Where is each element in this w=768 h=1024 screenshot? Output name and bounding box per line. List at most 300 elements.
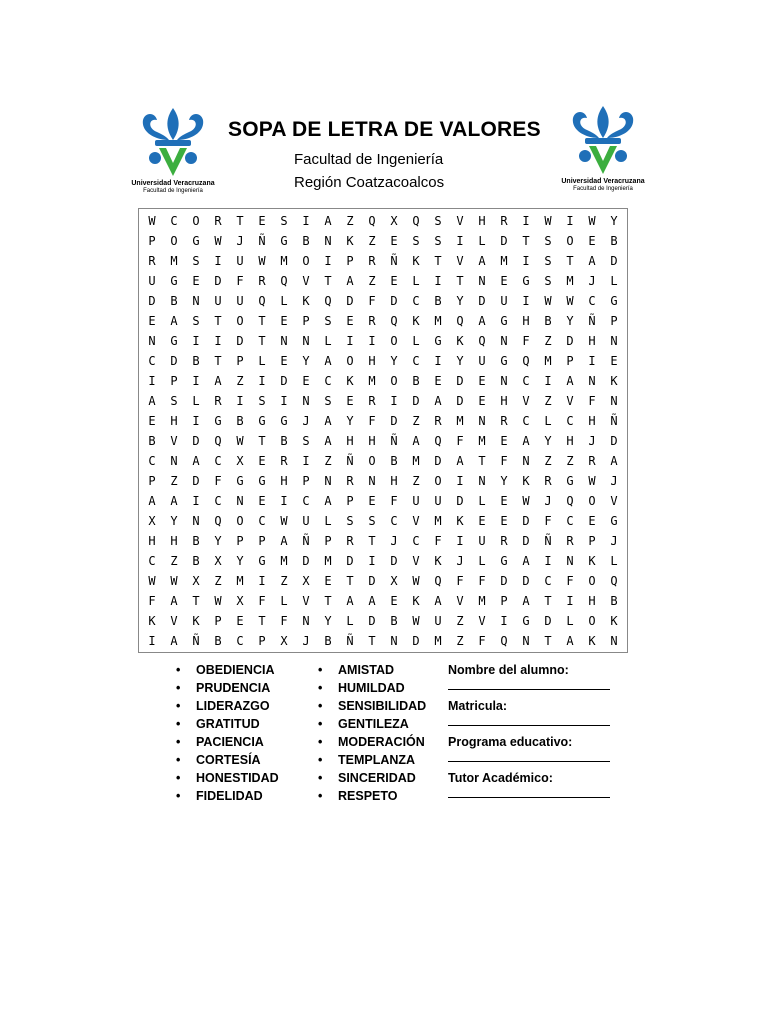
grid-letter[interactable]: Z <box>170 554 178 568</box>
grid-letter[interactable]: A <box>280 534 288 548</box>
grid-letter[interactable]: H <box>588 594 596 608</box>
grid-letter[interactable]: J <box>302 634 310 648</box>
grid-letter[interactable]: H <box>368 354 376 368</box>
grid-letter[interactable]: R <box>588 454 596 468</box>
grid-letter[interactable]: P <box>566 354 574 368</box>
grid-letter[interactable]: D <box>346 554 354 568</box>
grid-letter[interactable]: N <box>170 454 178 468</box>
grid-letter[interactable]: D <box>170 354 178 368</box>
grid-letter[interactable]: S <box>544 254 552 268</box>
grid-letter[interactable]: X <box>214 554 222 568</box>
grid-letter[interactable]: D <box>192 434 200 448</box>
grid-letter[interactable]: D <box>236 334 244 348</box>
grid-letter[interactable]: Q <box>214 514 222 528</box>
grid-letter[interactable]: Z <box>544 334 552 348</box>
grid-letter[interactable]: N <box>588 374 596 388</box>
grid-letter[interactable]: Q <box>412 214 420 228</box>
grid-letter[interactable]: O <box>588 614 596 628</box>
grid-letter[interactable]: Q <box>522 354 530 368</box>
grid-letter[interactable]: Q <box>258 294 266 308</box>
grid-letter[interactable]: M <box>544 354 552 368</box>
grid-letter[interactable]: Z <box>368 274 376 288</box>
grid-letter[interactable]: F <box>544 514 552 528</box>
grid-letter[interactable]: K <box>456 514 464 528</box>
grid-letter[interactable]: X <box>236 454 244 468</box>
grid-letter[interactable]: W <box>588 214 596 228</box>
grid-letter[interactable]: E <box>324 574 332 588</box>
grid-letter[interactable]: E <box>390 234 398 248</box>
grid-letter[interactable]: T <box>214 354 222 368</box>
grid-letter[interactable]: H <box>522 314 530 328</box>
grid-letter[interactable]: T <box>368 634 376 648</box>
grid-letter[interactable]: M <box>324 554 332 568</box>
grid-letter[interactable]: G <box>170 334 178 348</box>
grid-letter[interactable]: W <box>214 594 222 608</box>
grid-letter[interactable]: I <box>214 334 222 348</box>
grid-letter[interactable]: F <box>456 434 464 448</box>
grid-letter[interactable]: A <box>148 494 156 508</box>
grid-letter[interactable]: G <box>236 474 244 488</box>
grid-letter[interactable]: Y <box>170 514 178 528</box>
grid-letter[interactable]: A <box>522 554 530 568</box>
grid-letter[interactable]: A <box>478 254 486 268</box>
grid-letter[interactable]: L <box>280 294 288 308</box>
grid-letter[interactable]: E <box>588 514 596 528</box>
grid-letter[interactable]: X <box>390 574 398 588</box>
grid-letter[interactable]: F <box>214 474 222 488</box>
grid-letter[interactable]: P <box>346 254 354 268</box>
grid-letter[interactable]: C <box>148 554 156 568</box>
grid-letter[interactable]: F <box>522 334 530 348</box>
grid-letter[interactable]: E <box>258 454 266 468</box>
grid-letter[interactable]: I <box>148 374 156 388</box>
grid-letter[interactable]: E <box>478 394 486 408</box>
grid-letter[interactable]: O <box>236 514 244 528</box>
grid-letter[interactable]: H <box>500 394 508 408</box>
grid-letter[interactable]: B <box>610 234 618 248</box>
grid-letter[interactable]: W <box>544 214 552 228</box>
grid-letter[interactable]: Z <box>324 454 332 468</box>
grid-letter[interactable]: O <box>390 374 398 388</box>
grid-letter[interactable]: D <box>610 254 618 268</box>
answer-line[interactable] <box>448 689 610 690</box>
grid-letter[interactable]: T <box>368 534 376 548</box>
grid-letter[interactable]: Z <box>456 634 464 648</box>
grid-letter[interactable]: C <box>412 294 420 308</box>
grid-letter[interactable]: S <box>258 394 266 408</box>
grid-letter[interactable]: K <box>588 634 596 648</box>
grid-letter[interactable]: N <box>500 374 508 388</box>
grid-letter[interactable]: W <box>566 294 574 308</box>
grid-letter[interactable]: Ñ <box>192 634 200 648</box>
grid-letter[interactable]: P <box>258 634 266 648</box>
grid-letter[interactable]: N <box>610 394 618 408</box>
grid-letter[interactable]: E <box>236 614 244 628</box>
grid-letter[interactable]: T <box>258 334 266 348</box>
grid-letter[interactable]: C <box>412 354 420 368</box>
grid-letter[interactable]: A <box>192 454 200 468</box>
grid-letter[interactable]: B <box>236 414 244 428</box>
grid-letter[interactable]: P <box>588 534 596 548</box>
grid-letter[interactable]: A <box>434 594 442 608</box>
grid-letter[interactable]: D <box>500 234 508 248</box>
grid-letter[interactable]: I <box>368 554 376 568</box>
grid-letter[interactable]: Ñ <box>346 634 354 648</box>
grid-letter[interactable]: N <box>192 294 200 308</box>
grid-letter[interactable]: H <box>368 434 376 448</box>
grid-letter[interactable]: B <box>214 634 222 648</box>
answer-line[interactable] <box>448 725 610 726</box>
grid-letter[interactable]: O <box>170 234 178 248</box>
grid-letter[interactable]: D <box>412 394 420 408</box>
grid-letter[interactable]: R <box>500 534 508 548</box>
grid-letter[interactable]: I <box>236 394 244 408</box>
grid-letter[interactable]: U <box>302 514 310 528</box>
grid-letter[interactable]: N <box>368 474 376 488</box>
grid-letter[interactable]: P <box>610 314 618 328</box>
grid-letter[interactable]: A <box>324 434 332 448</box>
grid-letter[interactable]: E <box>148 314 156 328</box>
grid-letter[interactable]: Q <box>478 334 486 348</box>
grid-letter[interactable]: Q <box>610 574 618 588</box>
grid-letter[interactable]: S <box>302 434 310 448</box>
grid-letter[interactable]: A <box>170 594 178 608</box>
grid-letter[interactable]: V <box>412 554 420 568</box>
grid-letter[interactable]: N <box>236 494 244 508</box>
grid-letter[interactable]: K <box>346 234 354 248</box>
grid-letter[interactable]: G <box>500 554 508 568</box>
grid-letter[interactable]: C <box>566 414 574 428</box>
grid-letter[interactable]: T <box>478 454 486 468</box>
grid-letter[interactable]: M <box>434 314 442 328</box>
grid-letter[interactable]: J <box>456 554 464 568</box>
grid-letter[interactable]: A <box>346 594 354 608</box>
grid-letter[interactable]: E <box>500 434 508 448</box>
grid-letter[interactable]: R <box>434 414 442 428</box>
grid-letter[interactable]: L <box>478 494 486 508</box>
grid-letter[interactable]: M <box>456 414 464 428</box>
grid-letter[interactable]: S <box>280 214 288 228</box>
grid-letter[interactable]: M <box>478 594 486 608</box>
grid-letter[interactable]: I <box>192 494 200 508</box>
grid-letter[interactable]: E <box>302 374 310 388</box>
grid-letter[interactable]: E <box>610 354 618 368</box>
grid-letter[interactable]: G <box>610 294 618 308</box>
grid-letter[interactable]: I <box>214 254 222 268</box>
grid-letter[interactable]: K <box>522 474 530 488</box>
grid-letter[interactable]: W <box>148 214 156 228</box>
grid-letter[interactable]: B <box>324 634 332 648</box>
grid-letter[interactable]: I <box>192 374 200 388</box>
grid-letter[interactable]: B <box>610 594 618 608</box>
grid-letter[interactable]: T <box>236 214 244 228</box>
grid-letter[interactable]: A <box>456 454 464 468</box>
grid-letter[interactable]: N <box>522 454 530 468</box>
grid-letter[interactable]: T <box>544 594 552 608</box>
grid-letter[interactable]: T <box>324 274 332 288</box>
grid-letter[interactable]: T <box>258 434 266 448</box>
grid-letter[interactable]: P <box>236 354 244 368</box>
grid-letter[interactable]: D <box>368 574 376 588</box>
grid-letter[interactable]: E <box>434 374 442 388</box>
grid-letter[interactable]: R <box>500 414 508 428</box>
grid-letter[interactable]: W <box>412 614 420 628</box>
grid-letter[interactable]: A <box>148 394 156 408</box>
grid-letter[interactable]: D <box>500 574 508 588</box>
grid-letter[interactable]: R <box>214 214 222 228</box>
grid-letter[interactable]: C <box>214 494 222 508</box>
grid-letter[interactable]: B <box>390 614 398 628</box>
grid-letter[interactable]: O <box>368 454 376 468</box>
grid-letter[interactable]: I <box>522 254 530 268</box>
grid-letter[interactable]: U <box>434 494 442 508</box>
grid-letter[interactable]: M <box>500 254 508 268</box>
grid-letter[interactable]: U <box>214 294 222 308</box>
grid-letter[interactable]: T <box>522 234 530 248</box>
grid-letter[interactable]: A <box>170 494 178 508</box>
grid-letter[interactable]: C <box>148 454 156 468</box>
grid-letter[interactable]: Ñ <box>390 254 398 268</box>
grid-letter[interactable]: E <box>500 514 508 528</box>
grid-letter[interactable]: B <box>192 534 200 548</box>
grid-letter[interactable]: Ñ <box>302 534 310 548</box>
grid-letter[interactable]: E <box>500 494 508 508</box>
grid-letter[interactable]: D <box>544 614 552 628</box>
grid-letter[interactable]: B <box>280 434 288 448</box>
grid-letter[interactable]: G <box>214 414 222 428</box>
grid-letter[interactable]: A <box>346 274 354 288</box>
grid-letter[interactable]: Ñ <box>346 454 354 468</box>
grid-letter[interactable]: L <box>280 594 288 608</box>
grid-letter[interactable]: K <box>456 334 464 348</box>
grid-letter[interactable]: E <box>346 394 354 408</box>
grid-letter[interactable]: Y <box>390 354 398 368</box>
grid-letter[interactable]: W <box>412 574 420 588</box>
grid-letter[interactable]: Y <box>544 434 552 448</box>
grid-letter[interactable]: U <box>236 254 244 268</box>
grid-letter[interactable]: N <box>478 474 486 488</box>
grid-letter[interactable]: D <box>456 394 464 408</box>
grid-letter[interactable]: B <box>544 314 552 328</box>
grid-letter[interactable]: D <box>456 374 464 388</box>
grid-letter[interactable]: N <box>478 274 486 288</box>
grid-letter[interactable]: D <box>522 514 530 528</box>
grid-letter[interactable]: W <box>280 514 288 528</box>
grid-letter[interactable]: T <box>324 594 332 608</box>
grid-letter[interactable]: E <box>258 214 266 228</box>
grid-letter[interactable]: B <box>434 294 442 308</box>
grid-letter[interactable]: J <box>588 434 596 448</box>
grid-letter[interactable]: S <box>412 234 420 248</box>
grid-letter[interactable]: A <box>522 434 530 448</box>
grid-letter[interactable]: P <box>258 534 266 548</box>
grid-letter[interactable]: M <box>478 434 486 448</box>
grid-letter[interactable]: S <box>324 314 332 328</box>
grid-letter[interactable]: E <box>280 354 288 368</box>
grid-letter[interactable]: O <box>346 354 354 368</box>
grid-letter[interactable]: Y <box>566 314 574 328</box>
grid-letter[interactable]: L <box>566 614 574 628</box>
grid-letter[interactable]: S <box>170 394 178 408</box>
grid-letter[interactable]: Ñ <box>588 314 596 328</box>
grid-letter[interactable]: D <box>302 554 310 568</box>
grid-letter[interactable]: E <box>258 494 266 508</box>
grid-letter[interactable]: F <box>390 494 398 508</box>
grid-letter[interactable]: C <box>522 414 530 428</box>
grid-letter[interactable]: I <box>192 414 200 428</box>
grid-letter[interactable]: N <box>390 634 398 648</box>
grid-letter[interactable]: C <box>302 494 310 508</box>
grid-letter[interactable]: J <box>610 534 618 548</box>
grid-letter[interactable]: H <box>478 214 486 228</box>
grid-letter[interactable]: B <box>390 454 398 468</box>
grid-letter[interactable]: V <box>302 274 310 288</box>
grid-letter[interactable]: R <box>258 274 266 288</box>
grid-letter[interactable]: A <box>566 634 574 648</box>
grid-letter[interactable]: F <box>148 594 156 608</box>
grid-letter[interactable]: F <box>456 574 464 588</box>
grid-letter[interactable]: Ñ <box>544 534 552 548</box>
grid-letter[interactable]: A <box>522 594 530 608</box>
grid-letter[interactable]: Z <box>170 474 178 488</box>
grid-letter[interactable]: B <box>192 354 200 368</box>
grid-letter[interactable]: M <box>368 374 376 388</box>
grid-letter[interactable]: L <box>610 554 618 568</box>
grid-letter[interactable]: E <box>390 274 398 288</box>
grid-letter[interactable]: N <box>148 334 156 348</box>
grid-letter[interactable]: V <box>610 494 618 508</box>
grid-letter[interactable]: F <box>434 534 442 548</box>
grid-letter[interactable]: Y <box>324 614 332 628</box>
grid-letter[interactable]: A <box>214 374 222 388</box>
grid-letter[interactable]: P <box>170 374 178 388</box>
grid-letter[interactable]: V <box>478 614 486 628</box>
grid-letter[interactable]: J <box>236 234 244 248</box>
grid-letter[interactable]: D <box>566 334 574 348</box>
answer-line[interactable] <box>448 797 610 798</box>
grid-letter[interactable]: D <box>390 294 398 308</box>
grid-letter[interactable]: I <box>302 454 310 468</box>
grid-letter[interactable]: R <box>148 254 156 268</box>
grid-letter[interactable]: D <box>368 614 376 628</box>
grid-letter[interactable]: Y <box>610 214 618 228</box>
grid-letter[interactable]: N <box>192 514 200 528</box>
grid-letter[interactable]: T <box>346 574 354 588</box>
grid-letter[interactable]: H <box>280 474 288 488</box>
grid-letter[interactable]: D <box>522 574 530 588</box>
grid-letter[interactable]: L <box>478 554 486 568</box>
grid-letter[interactable]: Q <box>434 574 442 588</box>
grid-letter[interactable]: N <box>280 334 288 348</box>
grid-letter[interactable]: F <box>258 594 266 608</box>
grid-letter[interactable]: G <box>566 474 574 488</box>
grid-letter[interactable]: T <box>456 274 464 288</box>
grid-letter[interactable]: N <box>324 234 332 248</box>
grid-letter[interactable]: R <box>280 454 288 468</box>
grid-letter[interactable]: A <box>610 454 618 468</box>
grid-letter[interactable]: H <box>346 434 354 448</box>
grid-letter[interactable]: L <box>324 334 332 348</box>
grid-letter[interactable]: Y <box>456 294 464 308</box>
grid-letter[interactable]: W <box>258 254 266 268</box>
grid-letter[interactable]: U <box>434 614 442 628</box>
grid-letter[interactable]: Z <box>236 374 244 388</box>
grid-letter[interactable]: Q <box>390 314 398 328</box>
grid-letter[interactable]: Z <box>280 574 288 588</box>
grid-letter[interactable]: X <box>236 594 244 608</box>
grid-letter[interactable]: M <box>434 514 442 528</box>
grid-letter[interactable]: D <box>214 274 222 288</box>
grid-letter[interactable]: Z <box>566 454 574 468</box>
grid-letter[interactable]: B <box>192 554 200 568</box>
grid-letter[interactable]: O <box>236 314 244 328</box>
grid-letter[interactable]: S <box>324 394 332 408</box>
grid-letter[interactable]: F <box>500 454 508 468</box>
grid-letter[interactable]: K <box>412 594 420 608</box>
grid-letter[interactable]: I <box>456 234 464 248</box>
grid-letter[interactable]: D <box>148 294 156 308</box>
grid-letter[interactable]: N <box>324 474 332 488</box>
grid-letter[interactable]: J <box>544 494 552 508</box>
grid-letter[interactable]: H <box>170 534 178 548</box>
grid-letter[interactable]: S <box>544 274 552 288</box>
grid-letter[interactable]: P <box>236 534 244 548</box>
grid-letter[interactable]: I <box>522 214 530 228</box>
grid-letter[interactable]: D <box>390 554 398 568</box>
grid-letter[interactable]: C <box>258 514 266 528</box>
grid-letter[interactable]: U <box>236 294 244 308</box>
grid-letter[interactable]: I <box>280 394 288 408</box>
grid-letter[interactable]: I <box>500 614 508 628</box>
grid-letter[interactable]: R <box>346 474 354 488</box>
grid-letter[interactable]: K <box>610 614 618 628</box>
grid-letter[interactable]: N <box>302 334 310 348</box>
grid-letter[interactable]: I <box>280 494 288 508</box>
grid-letter[interactable]: A <box>566 374 574 388</box>
grid-letter[interactable]: L <box>412 334 420 348</box>
grid-letter[interactable]: B <box>170 294 178 308</box>
grid-letter[interactable]: Q <box>368 214 376 228</box>
grid-letter[interactable]: A <box>324 354 332 368</box>
answer-line[interactable] <box>448 761 610 762</box>
grid-letter[interactable]: Ñ <box>258 234 266 248</box>
grid-letter[interactable]: N <box>302 614 310 628</box>
grid-letter[interactable]: Q <box>280 274 288 288</box>
grid-letter[interactable]: I <box>434 354 442 368</box>
grid-letter[interactable]: E <box>390 594 398 608</box>
grid-letter[interactable]: Q <box>500 634 508 648</box>
grid-letter[interactable]: F <box>368 294 376 308</box>
grid-letter[interactable]: H <box>390 474 398 488</box>
grid-letter[interactable]: G <box>434 334 442 348</box>
grid-letter[interactable]: V <box>170 614 178 628</box>
grid-letter[interactable]: H <box>588 334 596 348</box>
grid-letter[interactable]: X <box>148 514 156 528</box>
grid-letter[interactable]: A <box>368 594 376 608</box>
grid-letter[interactable]: K <box>192 614 200 628</box>
grid-letter[interactable]: I <box>544 374 552 388</box>
grid-letter[interactable]: W <box>148 574 156 588</box>
grid-letter[interactable]: L <box>610 274 618 288</box>
grid-letter[interactable]: O <box>588 574 596 588</box>
grid-letter[interactable]: E <box>368 494 376 508</box>
grid-letter[interactable]: R <box>214 394 222 408</box>
grid-letter[interactable]: Ñ <box>610 414 618 428</box>
grid-letter[interactable]: I <box>258 374 266 388</box>
grid-letter[interactable]: I <box>192 334 200 348</box>
grid-letter[interactable]: L <box>258 354 266 368</box>
grid-letter[interactable]: I <box>566 594 574 608</box>
